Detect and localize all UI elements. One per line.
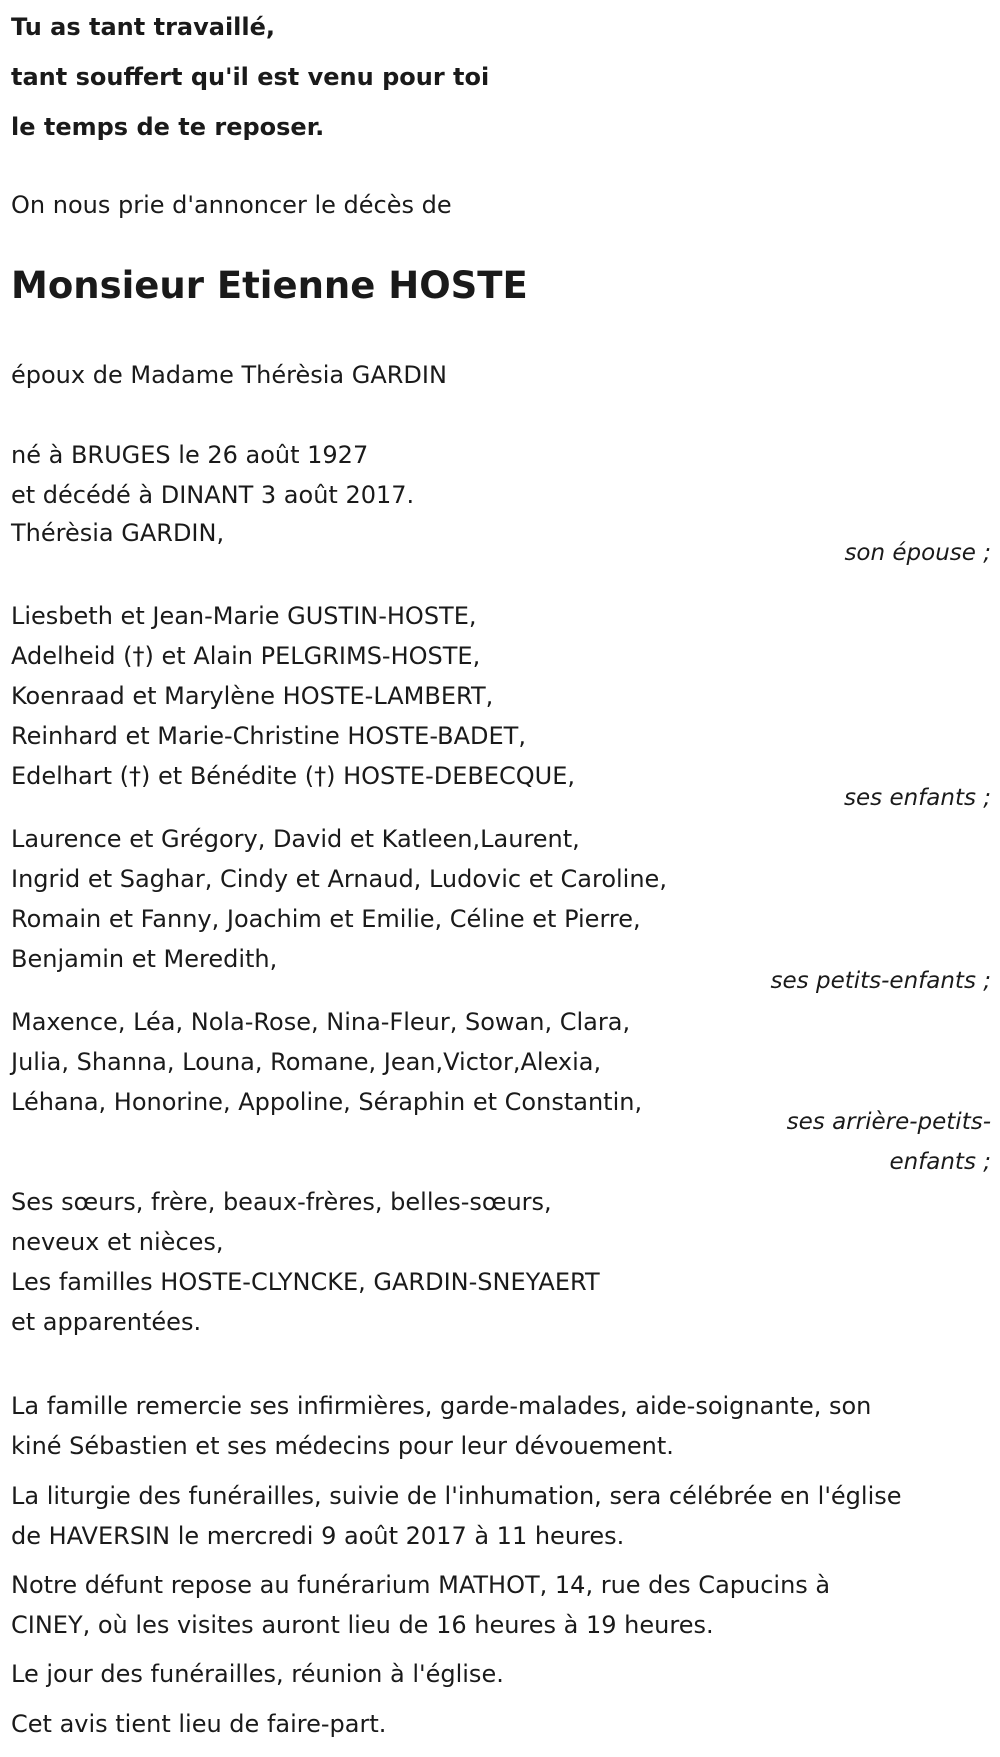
- paragraph-line: de HAVERSIN le mercredi 9 août 2017 à 11 heures.: [11, 1522, 625, 1550]
- family-member-line: Romain et Fanny, Joachim et Emilie, Céline et Pierre,: [11, 905, 641, 933]
- funerarium-paragraph: [11, 1565, 991, 1645]
- family-member-line: Benjamin et Meredith,: [11, 945, 278, 973]
- notice-paragraph: [11, 1704, 991, 1744]
- liturgy-paragraph: [11, 1476, 991, 1556]
- paragraph-line: Cet avis tient lieu de faire-part.: [11, 1710, 387, 1738]
- family-member-line: Thérèsia GARDIN,: [11, 519, 225, 547]
- family-member-line: neveux et nièces,: [11, 1228, 224, 1256]
- relation-label: ses enfants ;: [844, 785, 991, 811]
- paragraph-line: CINEY, où les visites auront lieu de 16 heures à 19 heures.: [11, 1611, 714, 1639]
- paragraph-line: La famille remercie ses infirmières, garde-malades, aide-soignante, son: [11, 1392, 872, 1420]
- family-children: [11, 596, 991, 811]
- poem-line: tant souffert qu'il est venu pour toi: [11, 63, 490, 91]
- birth-text: né à BRUGES le 26 août 1927: [11, 441, 369, 469]
- family-member-line: Liesbeth et Jean-Marie GUSTIN-HOSTE,: [11, 602, 477, 630]
- family-grandchildren: [11, 819, 991, 994]
- paragraph-line: La liturgie des funérailles, suivie de l'inhumation, sera célébrée en l'église: [11, 1482, 902, 1510]
- death-text: et décédé à DINANT 3 août 2017.: [11, 481, 415, 509]
- relation-label: son épouse ;: [844, 540, 991, 566]
- poem-line: le temps de te reposer.: [11, 113, 325, 141]
- family-member-line: Koenraad et Marylène HOSTE-LAMBERT,: [11, 682, 494, 710]
- intro-text: On nous prie d'annoncer le décès de: [11, 191, 452, 219]
- paragraph-line: Notre défunt repose au funérarium MATHOT, 14, rue des Capucins à: [11, 1571, 831, 1599]
- family-member-line: Julia, Shanna, Louna, Romane, Jean,Victor,Alexia,: [11, 1048, 602, 1076]
- family-member-line: Ses sœurs, frère, beaux-frères, belles-sœurs,: [11, 1188, 552, 1216]
- family-spouse: [11, 513, 991, 566]
- paragraph-line: kiné Sébastien et ses médecins pour leur dévouement.: [11, 1432, 674, 1460]
- family-great-grandchildren: [11, 1002, 991, 1175]
- relation-label: ses arrière-petits-: [786, 1109, 991, 1135]
- family-member-line: Ingrid et Saghar, Cindy et Arnaud, Ludovic et Caroline,: [11, 865, 667, 893]
- family-member-line: Edelhart (†) et Bénédite (†) HOSTE-DEBECQUE,: [11, 762, 576, 790]
- deceased-name: Monsieur Etienne HOSTE: [11, 264, 528, 307]
- paragraph-line: Le jour des funérailles, réunion à l'église.: [11, 1660, 504, 1688]
- family-member-line: Laurence et Grégory, David et Katleen,Laurent,: [11, 825, 580, 853]
- poem: [11, 2, 489, 152]
- family-member-line: Les familles HOSTE-CLYNCKE, GARDIN-SNEYAERT: [11, 1268, 600, 1296]
- spouse-of-text: époux de Madame Thérèsia GARDIN: [11, 361, 447, 389]
- poem-line: Tu as tant travaillé,: [11, 13, 276, 41]
- thanks-paragraph: [11, 1386, 991, 1466]
- birth-death-info: [11, 435, 414, 515]
- family-member-line: Léhana, Honorine, Appoline, Séraphin et Constantin,: [11, 1088, 643, 1116]
- relation-label: ses petits-enfants ;: [770, 968, 991, 994]
- family-member-line: et apparentées.: [11, 1308, 202, 1336]
- meeting-paragraph: [11, 1654, 991, 1694]
- family-member-line: Adelheid (†) et Alain PELGRIMS-HOSTE,: [11, 642, 481, 670]
- family-member-line: Reinhard et Marie-Christine HOSTE-BADET,: [11, 722, 526, 750]
- relation-label: enfants ;: [889, 1149, 991, 1175]
- family-others: [11, 1182, 991, 1342]
- family-member-line: Maxence, Léa, Nola-Rose, Nina-Fleur, Sowan, Clara,: [11, 1008, 631, 1036]
